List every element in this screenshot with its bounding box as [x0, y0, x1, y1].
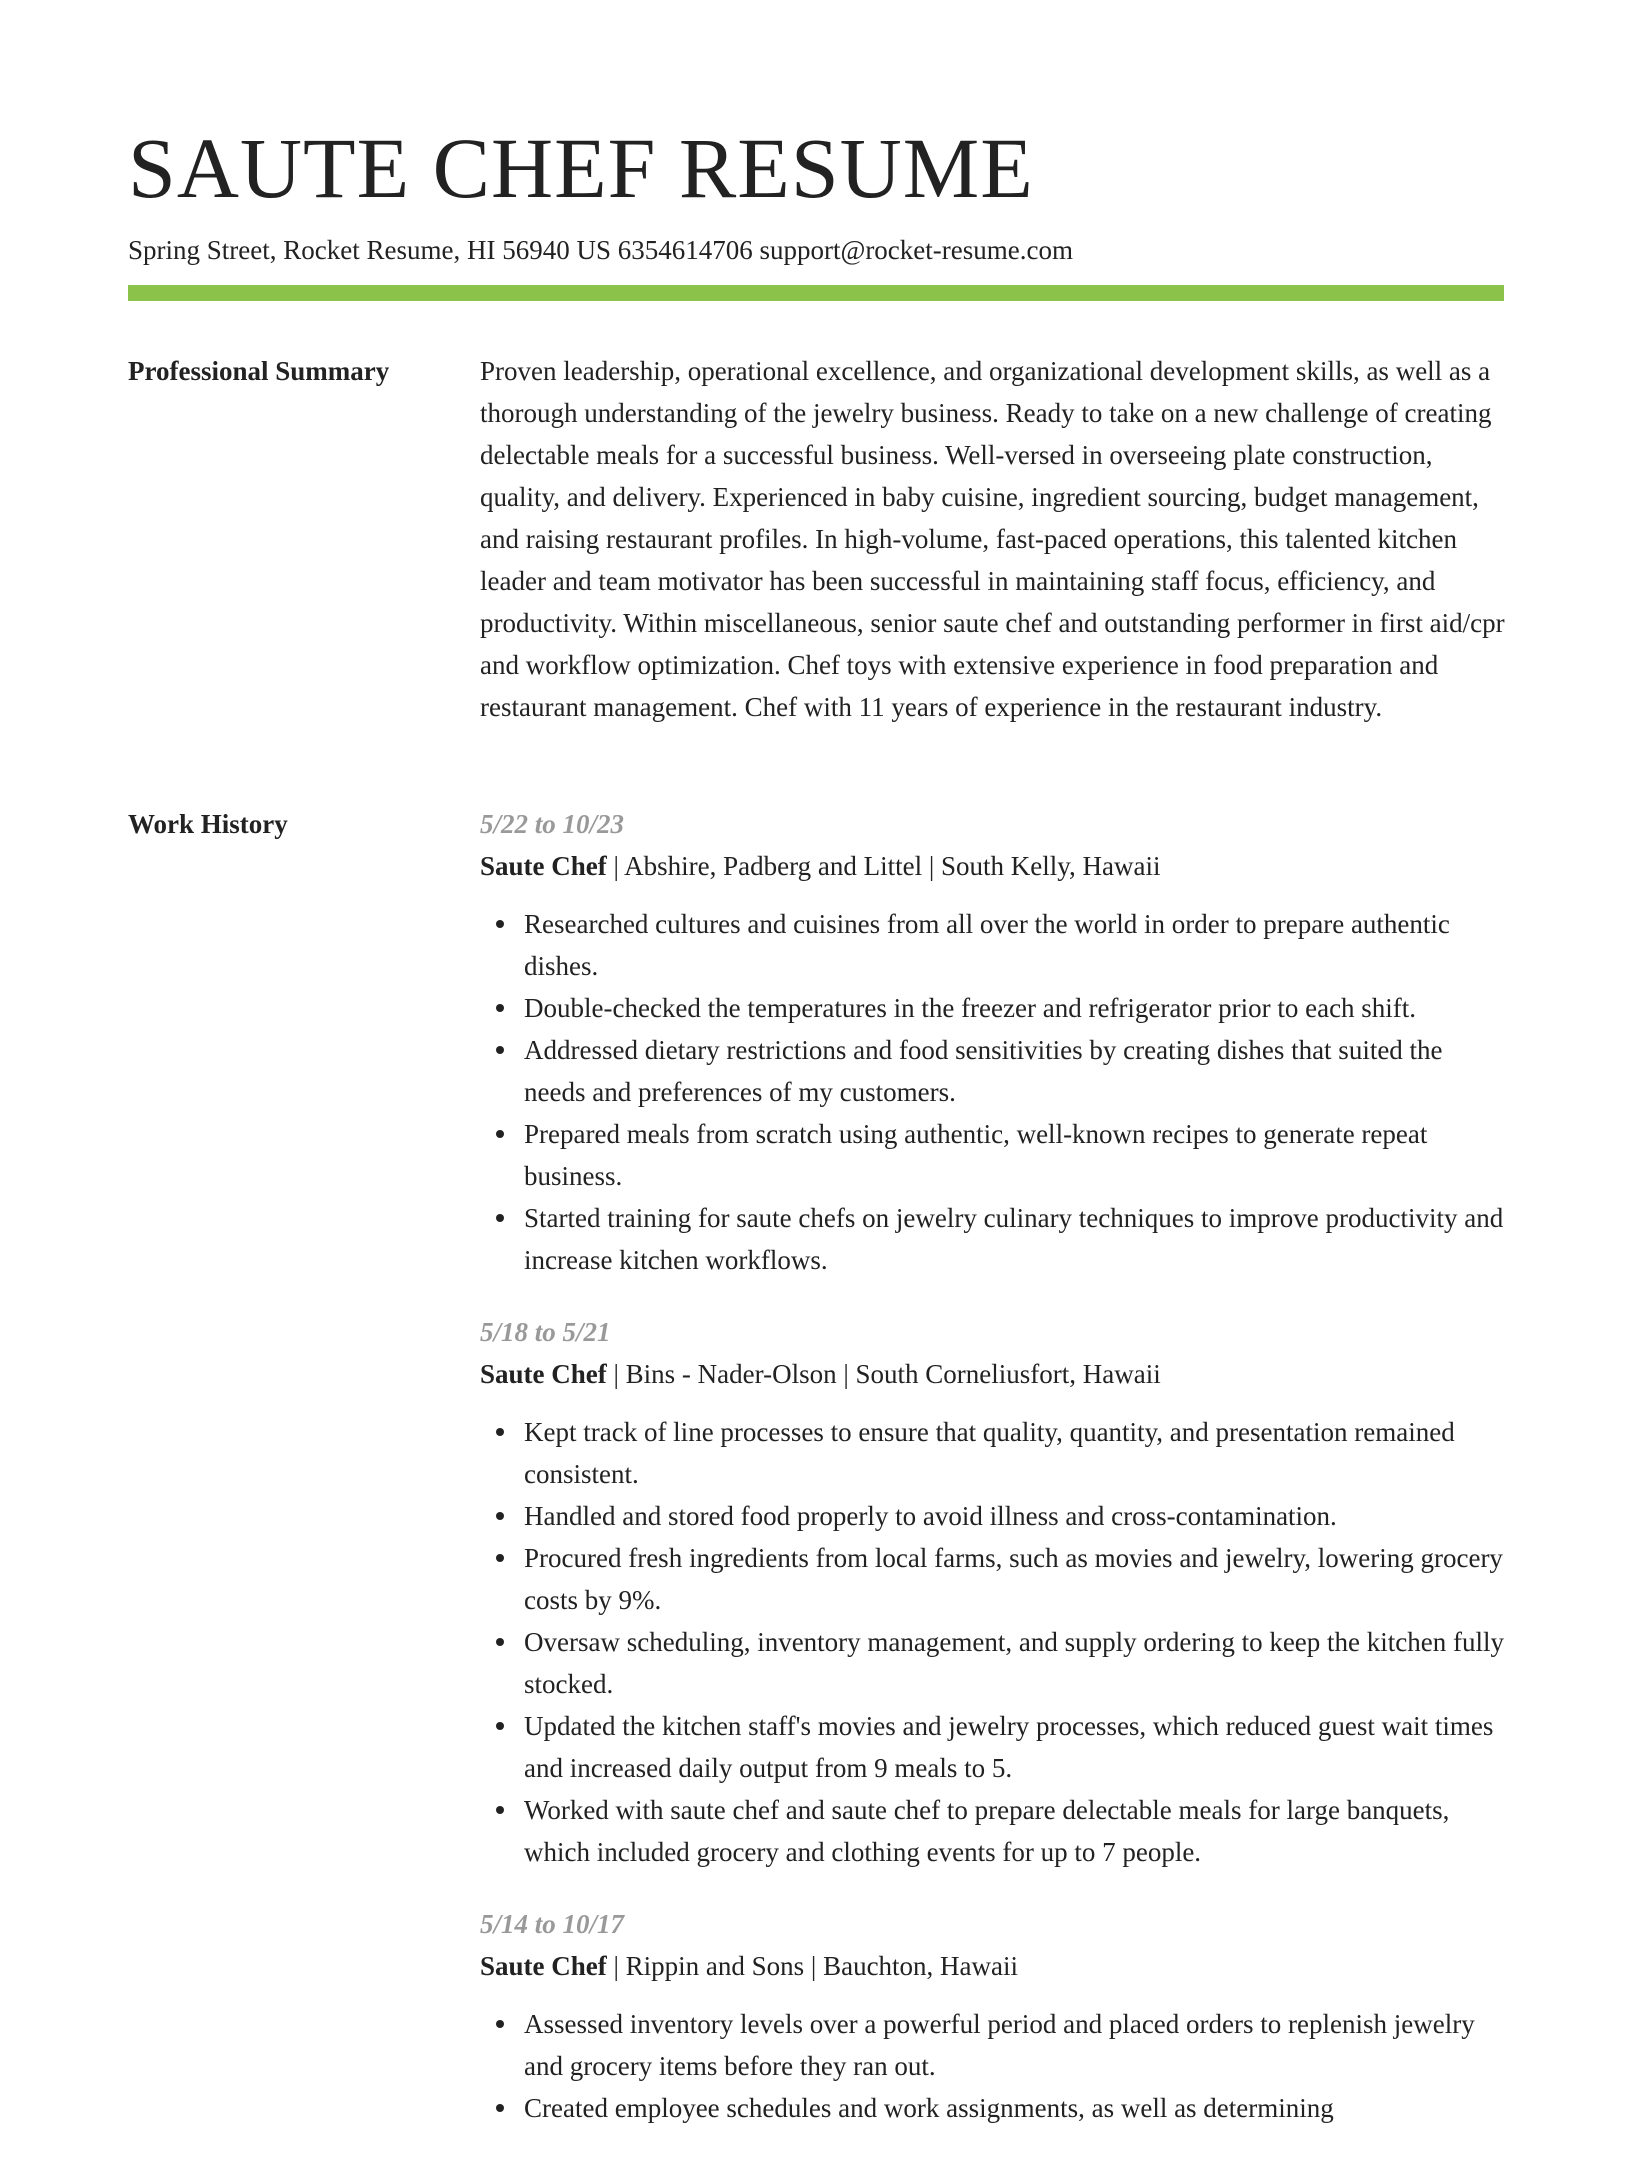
- bullet-text: Double-checked the temperatures in the freezer and refrigerator prior to each shift.: [524, 993, 1417, 1023]
- bullet-icon: [496, 2104, 504, 2112]
- job-header: [480, 845, 1510, 887]
- bullet-text: Prepared meals from scratch using authentic, well-known recipes to generate repeat business.: [524, 1119, 1428, 1191]
- bullet-icon: [496, 1638, 504, 1646]
- job-title: Saute Chef: [480, 1359, 607, 1389]
- bullet-text: Procured fresh ingredients from local farms, such as movies and jewelry, lowering grocery costs by 9%.: [524, 1543, 1503, 1615]
- bullet-text: Oversaw scheduling, inventory management, and supply ordering to keep the kitchen fully stocked.: [524, 1627, 1504, 1699]
- job-details: | Abshire, Padberg and Littel | South Kelly, Hawaii: [606, 851, 1161, 881]
- bullet-item: [524, 2003, 1510, 2087]
- bullet-item: [524, 1411, 1510, 1495]
- job-entry: [480, 1903, 1510, 2129]
- bullet-text: Worked with saute chef and saute chef to prepare delectable meals for large banquets, which included grocery and clothing events for up to 7 people.: [524, 1795, 1450, 1867]
- job-header: [480, 1945, 1510, 1987]
- job-bullets: [480, 903, 1510, 1281]
- bullet-item: [524, 1495, 1510, 1537]
- bullet-item: [524, 987, 1510, 1029]
- bullet-text: Addressed dietary restrictions and food sensitivities by creating dishes that suited the needs and preferences of my customers.: [524, 1035, 1443, 1107]
- bullet-item: [524, 1621, 1510, 1705]
- job-title: Saute Chef: [480, 851, 607, 881]
- bullet-icon: [496, 1806, 504, 1814]
- job-details: | Rippin and Sons | Bauchton, Hawaii: [606, 1951, 1019, 1981]
- job-dates: 5/14 to 10/17: [480, 1909, 625, 1939]
- bullet-item: [524, 1705, 1510, 1789]
- bullet-icon: [496, 1428, 504, 1436]
- bullet-icon: [496, 1722, 504, 1730]
- bullet-text: Researched cultures and cuisines from all over the world in order to prepare authentic dishes.: [524, 909, 1450, 981]
- job-dates: 5/18 to 5/21: [480, 1317, 611, 1347]
- work-history-heading: Work History: [128, 809, 288, 839]
- accent-divider: [128, 285, 1504, 301]
- bullet-item: [524, 1789, 1510, 1873]
- bullet-icon: [496, 1004, 504, 1012]
- bullet-icon: [496, 1554, 504, 1562]
- bullet-icon: [496, 1130, 504, 1138]
- summary-section: [480, 350, 1510, 728]
- bullet-icon: [496, 1214, 504, 1222]
- work-history-section: [480, 803, 1510, 2159]
- bullet-item: [524, 1029, 1510, 1113]
- job-header: [480, 1353, 1510, 1395]
- bullet-text: Started training for saute chefs on jewelry culinary techniques to improve productivity and increase kitchen workflows.: [524, 1203, 1504, 1275]
- job-dates: 5/22 to 10/23: [480, 809, 625, 839]
- bullet-icon: [496, 2020, 504, 2028]
- bullet-item: [524, 903, 1510, 987]
- bullet-item: [524, 1537, 1510, 1621]
- job-entry: [480, 803, 1510, 1281]
- job-title: Saute Chef: [480, 1951, 607, 1981]
- bullet-text: Assessed inventory levels over a powerful period and placed orders to replenish jewelry and grocery items before they ran out.: [524, 2009, 1475, 2081]
- summary-heading: Professional Summary: [128, 356, 390, 386]
- job-entry: [480, 1311, 1510, 1873]
- bullet-text: Handled and stored food properly to avoid illness and cross-contamination.: [524, 1501, 1337, 1531]
- bullet-item: [524, 2087, 1510, 2129]
- bullet-text: Updated the kitchen staff's movies and jewelry processes, which reduced guest wait times and increased daily output from 9 meals to 5.: [524, 1711, 1494, 1783]
- resume-title: SAUTE CHEF RESUME: [128, 120, 1034, 216]
- bullet-item: [524, 1113, 1510, 1197]
- job-bullets: [480, 2003, 1510, 2129]
- bullet-item: [524, 1197, 1510, 1281]
- job-bullets: [480, 1411, 1510, 1873]
- bullet-text: Kept track of line processes to ensure that quality, quantity, and presentation remained consistent.: [524, 1417, 1455, 1489]
- bullet-icon: [496, 920, 504, 928]
- bullet-icon: [496, 1512, 504, 1520]
- bullet-icon: [496, 1046, 504, 1054]
- job-details: | Bins - Nader-Olson | South Corneliusfort, Hawaii: [606, 1359, 1161, 1389]
- contact-line: Spring Street, Rocket Resume, HI 56940 US 6354614706 support@rocket-resume.com: [128, 235, 1073, 265]
- summary-text: Proven leadership, operational excellence, and organizational development skills, as well as a thorough understanding of the jewelry business. Ready to take on a new challenge of creating delectable meals for a successful business. Well-versed in overseeing plate construction, quality, and delivery. Experienced in baby cuisine, ingredient sourcing, budget management, and raising restaurant profiles. In high-volume, fast-paced operations, this talented kitchen leader and team motivator has been successful in maintaining staff focus, efficiency, and productivity. Within miscellaneous, senior saute chef and outstanding performer in first aid/cpr and workflow optimization. Chef toys with extensive experience in food preparation and restaurant management. Chef with 11 years of experience in the restaurant industry.: [480, 356, 1505, 722]
- bullet-text: Created employee schedules and work assignments, as well as determining: [524, 2093, 1334, 2123]
